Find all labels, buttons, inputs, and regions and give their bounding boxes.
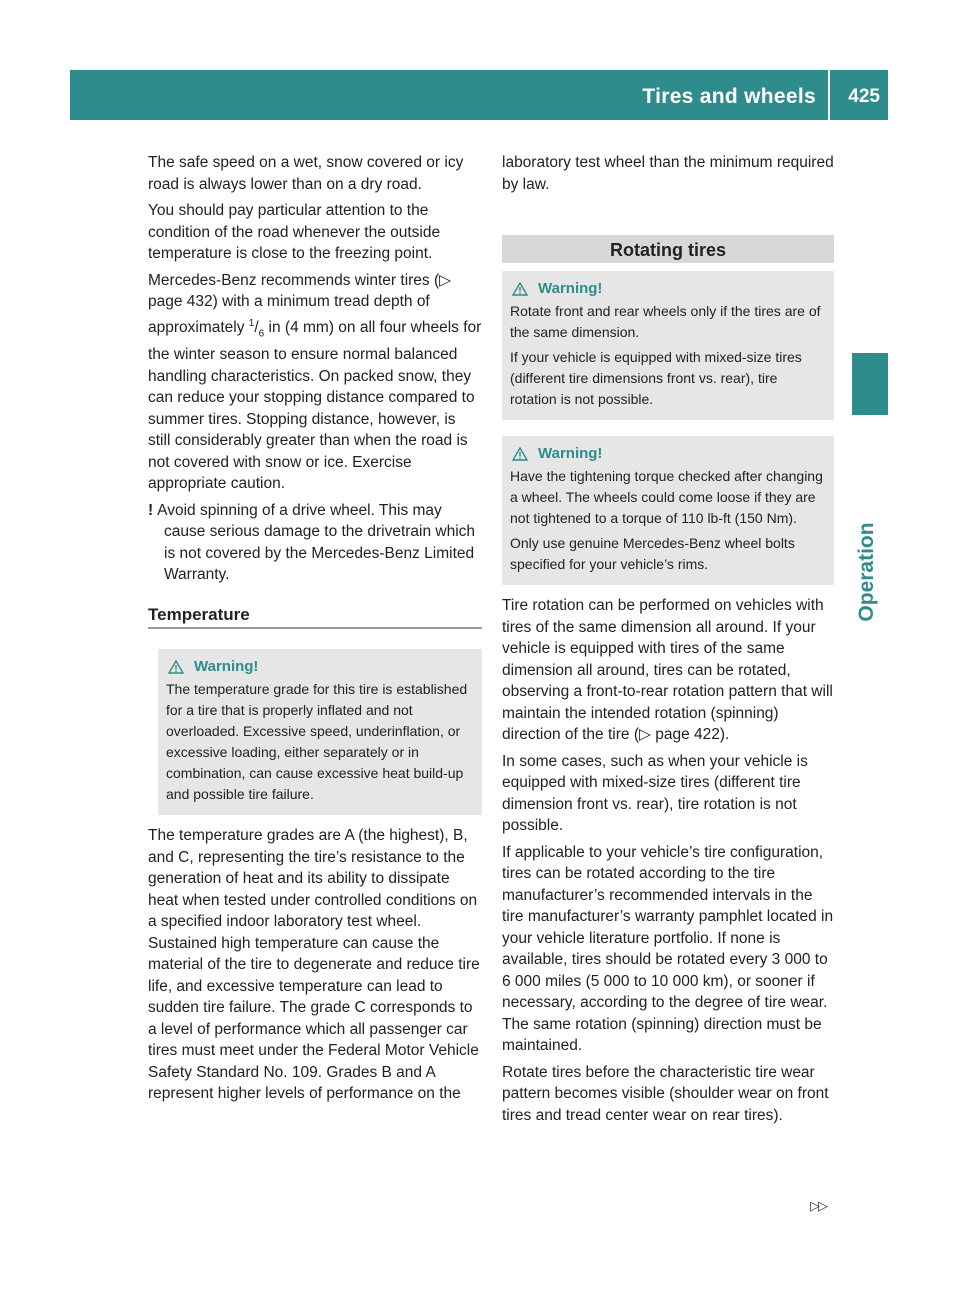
caution-text: Avoid spinning of a drive wheel. This may cause serious damage to the drivetrain which is not covered by the Mercedes-Benz Limited Warranty. bbox=[157, 501, 476, 584]
left-column bbox=[148, 152, 482, 1110]
warning-box bbox=[502, 436, 834, 585]
right-column bbox=[502, 152, 834, 1131]
paragraph: laboratory test wheel than the minimum required by law. bbox=[502, 154, 834, 193]
continue-marker: ▷▷ bbox=[810, 1198, 826, 1213]
warning-label: Warning! bbox=[538, 280, 603, 297]
warning-text: Have the tightening torque checked after changing a wheel. The wheels could come loose if they are not tightened to a torque of 110 lb-ft (150 Nm). bbox=[510, 468, 823, 526]
paragraph: In some cases, such as when your vehicle is equipped with mixed-size tires (different tire dimension front vs. rear), tire rotation is not possible. bbox=[502, 752, 808, 834]
paragraph: The safe speed on a wet, snow covered or icy road is always lower than on a dry road. bbox=[148, 154, 464, 193]
paragraph-text: Mercedes-Benz recommends winter tires (▷ page 432) with a minimum tread depth of approximately bbox=[148, 271, 452, 336]
paragraph: You should pay particular attention to the condition of the road whenever the outside temperature is close to the freezing point. bbox=[148, 202, 441, 262]
header-divider bbox=[828, 70, 830, 120]
side-tab-label: Operation bbox=[855, 522, 878, 622]
fraction-denominator: 6 bbox=[258, 327, 265, 339]
paragraph: If applicable to your vehicle’s tire configuration, tires can be rotated according to the tire manufacturer’s recommended intervals in the tire manufacturer’s warranty pamphlet located in your vehicle literature portfolio. If none is available, tires should be rotated every 3 000 to 6 000 miles (5 000 to 10 000 km), or sooner if necessary, according to the degree of tire wear. The same rotation (spinning) direction must be maintained. bbox=[502, 843, 834, 1054]
warning-text: The temperature grade for this tire is established for a tire that is properly inflated and not overloaded. Excessive speed, underinflation, or excessive loading, either separately or in combination, can cause excessive heat build-up and possible tire failure. bbox=[166, 681, 468, 803]
page-number: 425 bbox=[848, 86, 880, 107]
subheading-temperature: Temperature bbox=[148, 604, 482, 630]
warning-text: Only use genuine Mercedes-Benz wheel bolts specified for your vehicle’s rims. bbox=[510, 535, 795, 572]
paragraph-text: in (4 mm) on all four wheels for the winter season to ensure normal balanced handling characteristics. On packed snow, they can reduce your stopping distance compared to summer tires. Stopping distance, however, is still considerably greater than when the road is not covered with snow or ice. Exercise appropriate caution. bbox=[148, 318, 482, 493]
paragraph: Mercedes-Benz recommends winter tires (▷ page 432) with a minimum tread depth of approximately $^1/_6$ in (4 mm) on all four wheels for the winter season to ensure normal balanced handling characteristics. On packed snow, they can reduce your stopping distance compared to summer tires. Stopping distance, however, is still considerably greater than when the road is not covered with snow or ice. Exercise appropriate caution. bbox=[148, 271, 482, 493]
warning-triangle-icon bbox=[512, 282, 528, 296]
warning-text: If your vehicle is equipped with mixed-size tires (different tire dimensions front vs. rear), tire rotation is not possible. bbox=[510, 349, 802, 407]
warning-label: Warning! bbox=[194, 658, 259, 676]
page-header bbox=[70, 70, 888, 120]
warning-text: Rotate front and rear wheels only if the tires are of the same dimension. bbox=[510, 303, 821, 340]
section-title-rotating-tires: Rotating tires bbox=[502, 235, 834, 263]
warning-box bbox=[502, 271, 834, 420]
warning-header bbox=[512, 443, 826, 464]
warning-box bbox=[158, 649, 482, 815]
paragraph: The temperature grades are A (the highest), B, and C, representing the tire’s resistance to the generation of heat and its ability to dissipate heat when tested under controlled conditions on a specified indoor laboratory test wheel. Sustained high temperature can cause the material of the tire to degenerate and reduce tire life, and excessive temperature can lead to sudden tire failure. The grade C corresponds to a level of performance which all passenger car tires must meet under the Federal Motor Vehicle Safety Standard No. 109. Grades B and A represent higher levels of performance on the bbox=[148, 827, 480, 1103]
warning-header bbox=[512, 278, 826, 299]
paragraph: Rotate tires before the characteristic tire wear pattern becomes visible (shoulder wear on front tires and tread center wear on rear tires). bbox=[502, 1063, 829, 1124]
caution-note bbox=[148, 500, 482, 586]
warning-triangle-icon bbox=[512, 447, 528, 461]
warning-label: Warning! bbox=[538, 445, 603, 462]
fraction-numerator: 1 bbox=[248, 317, 255, 329]
side-tab-marker bbox=[852, 353, 888, 415]
caution-marker: ! bbox=[148, 501, 154, 519]
paragraph: Tire rotation can be performed on vehicles with tires of the same dimension all around. If your vehicle is equipped with tires of the same dimension all around, tires can be rotated, observing a front-to-rear rotation pattern that will maintain the intended rotation (spinning) direction of the tire (▷ page 422). bbox=[502, 597, 833, 743]
header-title: Tires and wheels bbox=[642, 85, 816, 108]
warning-triangle-icon bbox=[168, 660, 184, 674]
warning-header bbox=[168, 656, 474, 677]
